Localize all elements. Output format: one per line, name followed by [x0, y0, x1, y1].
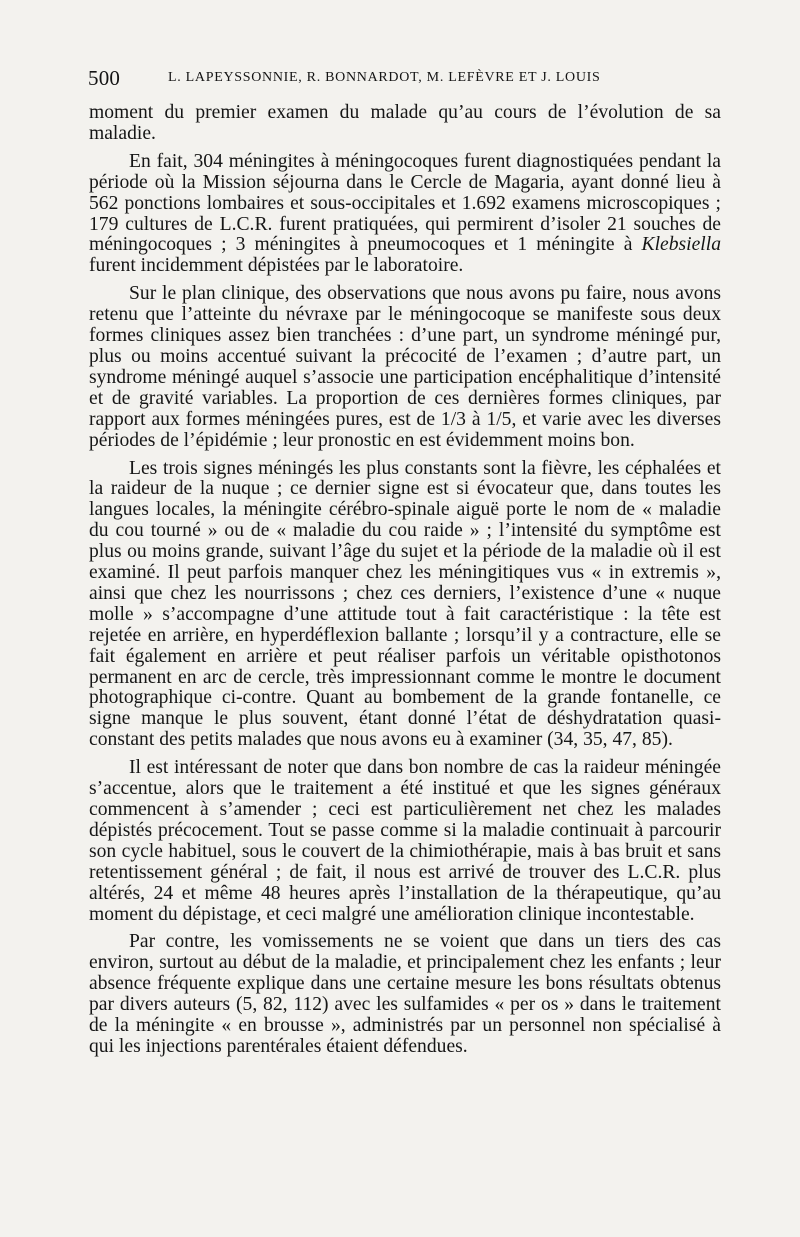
- running-head: L. LAPEYSSONNIE, R. BONNARDOT, M. LEFÈVRE ET J. LOUIS: [168, 70, 601, 85]
- page-header: [88, 66, 720, 92]
- paragraph-case-statistics: [89, 152, 721, 277]
- paragraph-vomiting: Par contre, les vomissements ne se voient que dans un tiers des cas environ, surtout au début de la maladie, et principalement chez les enfants ; leur absence fréquente explique dans une certaine mesure les bons résultats obtenus par divers auteurs (5, 82, 112) avec les sulfamides « per os » dans le traitement de la méningite « en brousse », administrés par un personnel non spécialisé à qui les injections parentérales étaient défendues.: [89, 931, 721, 1057]
- paragraph-text: En fait, 304 méningites à méningocoques furent diagnostiquées pendant la période où la Mission séjourna dans le Cercle de Magaria, ayant donné lieu à 562 ponctions lombaires et sous-occipitales et 1.692 examens microscopiques ; 179 cultures de L.C.R. furent pratiquées, qui permirent d’isoler 21 souches de méningocoques ; 3 méningites à pneumocoques et 1 méningite à: [89, 150, 721, 256]
- body-text: [89, 103, 721, 1058]
- page-number: 500: [88, 66, 121, 90]
- paragraph-text: furent incidemment dépistées par le laboratoire.: [89, 255, 464, 277]
- paragraph-stiffness-evolution: Il est intéressant de noter que dans bon nombre de cas la raideur méningée s’accentue, alors que le traitement a été institué et que les signes généraux commencent à s’amender ; ceci est particulièrement net chez les malades dépistés précocement. Tout se passe comme si la maladie continuait à parcourir son cycle habituel, sous le couvert de la chimiothérapie, mais à bas bruit et sans retentissement général ; de fait, il nous est arrivé de trouver des L.C.R. plus altérés, 24 et même 48 heures après l’installation de la thérapeutique, qu’au moment du dépistage, et ceci malgré une amélioration clinique incontestable.: [89, 757, 721, 925]
- paragraph-continuation: moment du premier examen du malade qu’au cours de l’évolution de sa maladie.: [89, 102, 721, 144]
- paragraph-meningeal-signs: Les trois signes méningés les plus constants sont la fièvre, les céphalées et la raideur de la nuque ; ce dernier signe est si évocateur que, dans toutes les langues locales, la méningite cérébro-spinale aiguë porte le nom de « maladie du cou tourné » ou de « maladie du cou raide » ; l’intensité du symptôme est plus ou moins grande, suivant l’âge du sujet et la période de la maladie où il est examiné. Il peut parfois manquer chez les méningitiques vus « in extremis », ainsi que chez les nourrissons ; chez ces derniers, l’existence d’une « nuque molle » s’accompagne d’une attitude tout à fait caractéristique : la tête est rejetée en arrière, en hyperdéflexion ballante ; lorsqu’il y a contracture, elle se fait également en arrière et peut réaliser parfois un véritable opisthotonos permanent en arc de cercle, très impressionnant comme le montre le document photographique ci-contre. Quant au bombement de la grande fontanelle, ce signe manque le plus souvent, étant donné l’état de déshydratation quasi-constant des petits malades que nous avons eu à examiner (34, 35, 47, 85).: [89, 457, 721, 751]
- italic-organism-name: Klebsiella: [641, 234, 721, 256]
- paragraph-clinical-forms: Sur le plan clinique, des observations que nous avons pu faire, nous avons retenu que l’atteinte du névraxe par le méningocoque se manifeste sous deux formes cliniques assez bien tranchées : d’une part, un syndrome méningé pur, plus ou moins accentué suivant la précocité de l’examen ; d’autre part, un syndrome méningé auquel s’associe une participation encéphalitique d’intensité et de gravité variables. La proportion de ces dernières formes cliniques, par rapport aux formes méningées pures, est de 1/3 à 1/5, et varie avec les diverses périodes de l’épidémie ; leur pronostic en est évidemment moins bon.: [89, 283, 721, 451]
